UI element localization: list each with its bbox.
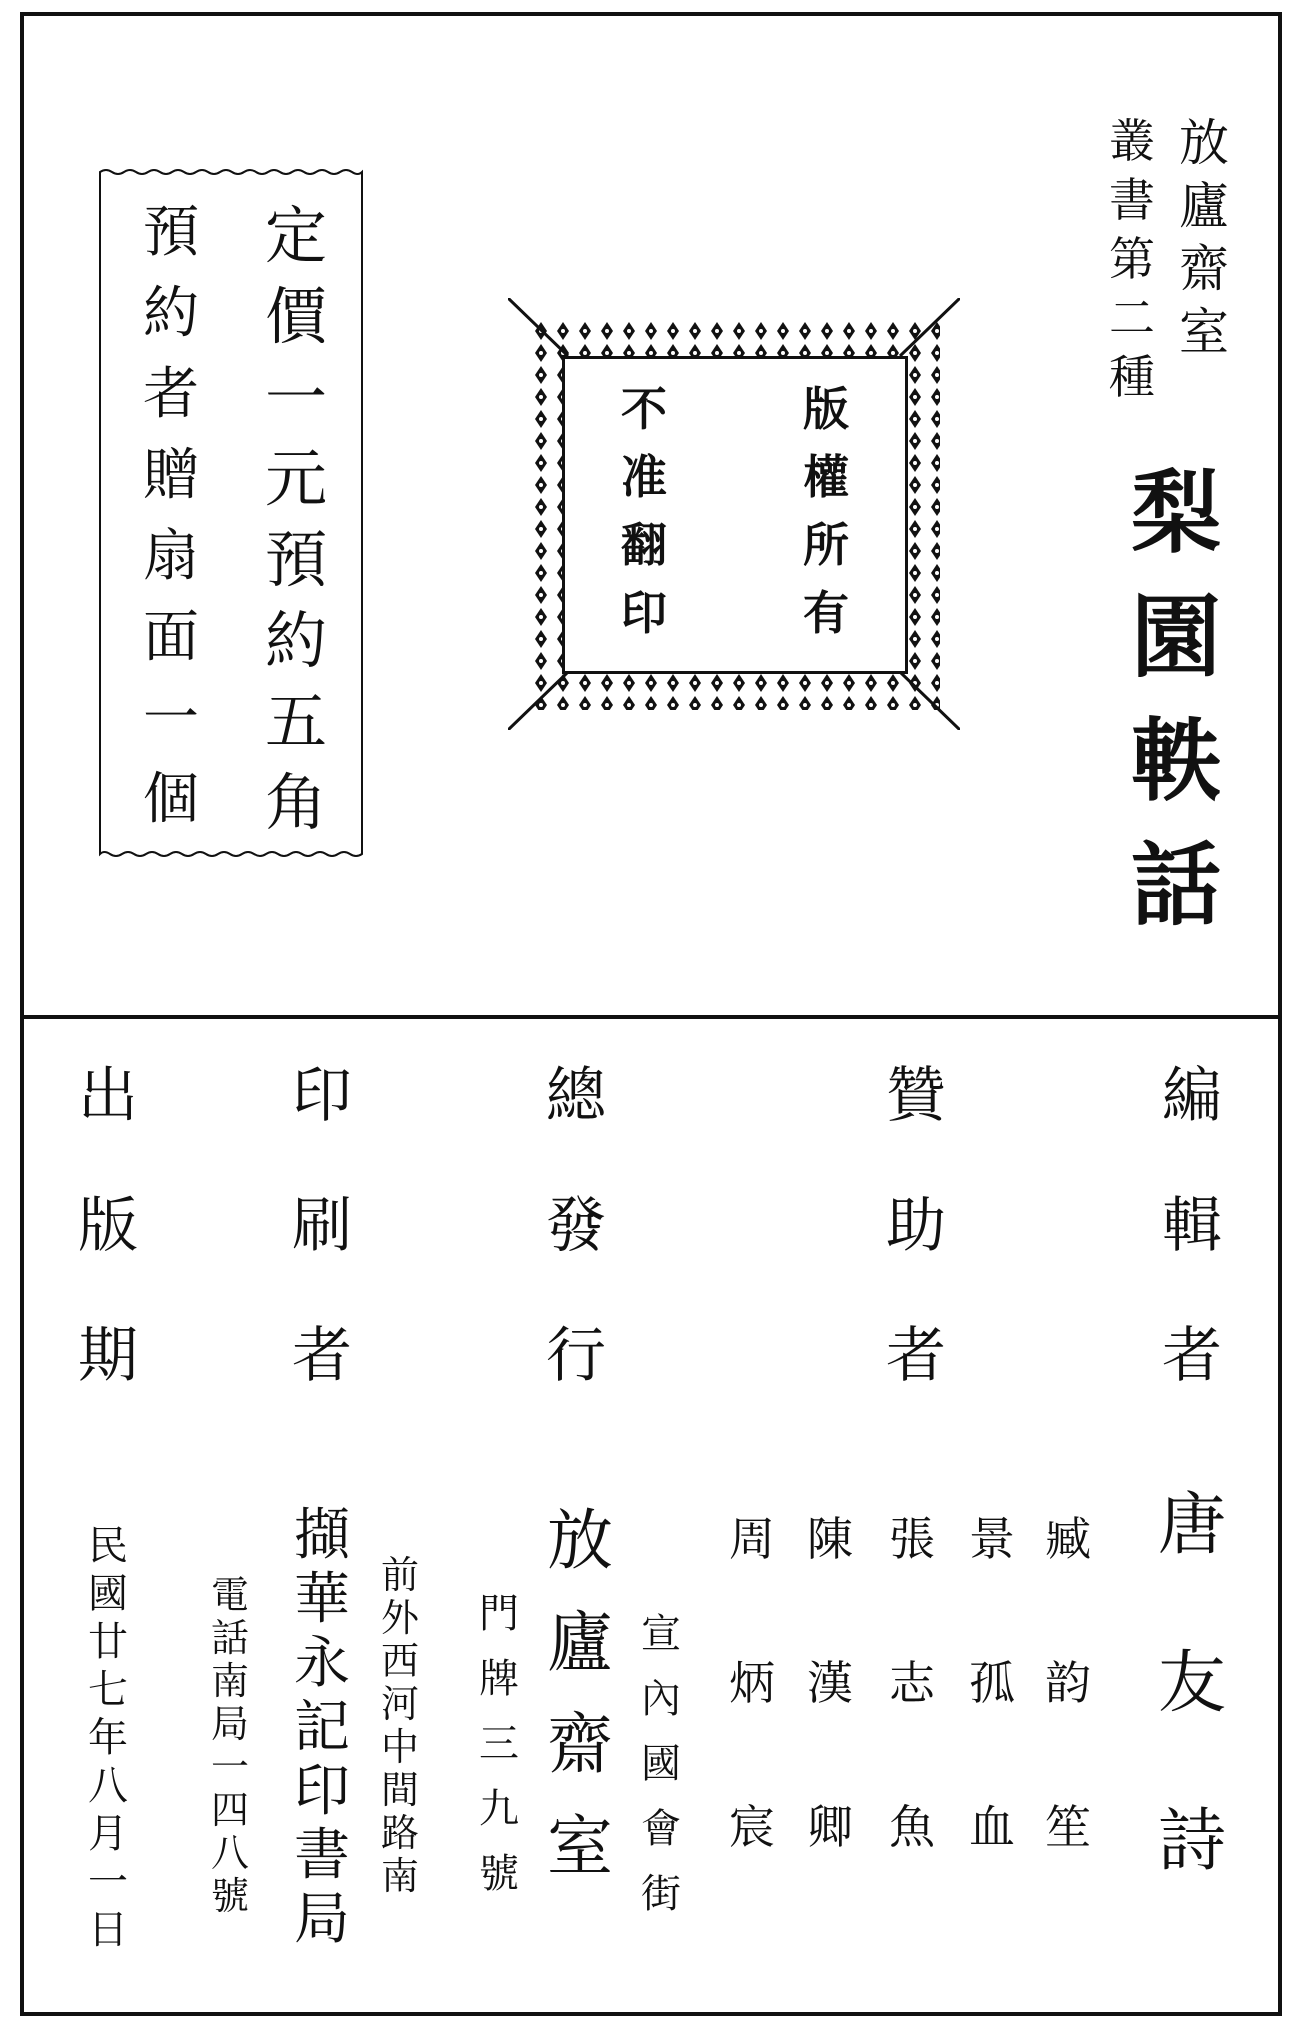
glyph: 笙 — [1045, 1800, 1091, 1854]
glyph: 八 — [88, 1763, 128, 1809]
glyph: 友 — [1157, 1644, 1226, 1723]
glyph: 會 — [641, 1806, 681, 1852]
glyph: 周 — [729, 1512, 775, 1566]
glyph: 漢 — [807, 1656, 853, 1710]
glyph: 預 — [143, 200, 199, 265]
sponsor-name-2 — [964, 1512, 1020, 1854]
glyph: 永 — [294, 1631, 350, 1696]
glyph: 贈 — [143, 443, 199, 508]
glyph: 外 — [380, 1596, 419, 1640]
glyph: 贊 — [886, 1061, 946, 1131]
glyph: 期 — [78, 1321, 138, 1391]
glyph: 記 — [294, 1695, 350, 1760]
glyph: 門 — [479, 1591, 519, 1637]
glyph: 面 — [143, 605, 199, 670]
series-line-2 — [1104, 114, 1160, 404]
glyph: 不 — [621, 382, 667, 436]
glyph: 印 — [621, 586, 667, 640]
printer-phone — [206, 1573, 254, 1918]
printer-label — [282, 1061, 362, 1391]
glyph: 號 — [479, 1851, 519, 1897]
glyph: 九 — [479, 1786, 519, 1832]
glyph: 一 — [143, 686, 199, 751]
copyright-line-2 — [614, 382, 674, 640]
glyph: 局 — [210, 1702, 249, 1746]
glyph: 二 — [1109, 291, 1155, 345]
glyph: 民 — [88, 1523, 128, 1569]
distributor-label — [536, 1061, 616, 1391]
glyph: 編 — [1162, 1061, 1222, 1131]
glyph: 血 — [969, 1800, 1015, 1854]
glyph: 梨 — [1131, 460, 1221, 566]
glyph: 准 — [621, 450, 667, 504]
glyph: 張 — [889, 1512, 935, 1566]
glyph: 價 — [264, 280, 327, 353]
glyph: 者 — [292, 1321, 352, 1391]
sponsor-name-3 — [884, 1512, 940, 1854]
glyph: 園 — [1131, 584, 1221, 690]
printer-name — [286, 1503, 358, 1952]
editor-name — [1150, 1486, 1234, 1881]
glyph: 扇 — [143, 524, 199, 589]
publication-date — [82, 1523, 134, 1953]
glyph: 月 — [88, 1811, 128, 1857]
glyph: 廬 — [547, 1604, 613, 1681]
glyph: 齋 — [1179, 240, 1229, 298]
glyph: 權 — [803, 450, 849, 504]
glyph: 唐 — [1157, 1486, 1226, 1565]
glyph: 所 — [803, 518, 849, 572]
glyph: 南 — [210, 1659, 249, 1703]
glyph: 刷 — [292, 1191, 352, 1261]
section-divider — [20, 1015, 1282, 1019]
sponsor-name-1 — [1040, 1512, 1096, 1854]
glyph: 角 — [264, 766, 327, 839]
series-line-1 — [1174, 114, 1234, 361]
glyph: 者 — [143, 362, 199, 427]
glyph: 臧 — [1045, 1512, 1091, 1566]
glyph: 版 — [803, 382, 849, 436]
glyph: 三 — [479, 1721, 519, 1767]
price-line-2 — [136, 200, 206, 832]
glyph: 南 — [380, 1854, 419, 1898]
glyph: 宣 — [641, 1611, 681, 1657]
glyph: 放 — [547, 1502, 613, 1579]
glyph: 間 — [380, 1768, 419, 1812]
distributor-address-1 — [636, 1611, 686, 1917]
date-label — [68, 1061, 148, 1391]
glyph: 印 — [294, 1759, 350, 1824]
glyph: 印 — [292, 1061, 352, 1131]
distributor-name — [540, 1502, 620, 1885]
glyph: 志 — [889, 1656, 935, 1710]
glyph: 擷 — [294, 1503, 350, 1568]
glyph: 西 — [380, 1639, 419, 1683]
glyph: 軼 — [1131, 708, 1221, 814]
glyph: 放 — [1179, 114, 1229, 172]
glyph: 孤 — [969, 1656, 1015, 1710]
sponsor-name-5 — [724, 1512, 780, 1854]
glyph: 齋 — [547, 1706, 613, 1783]
glyph: 韵 — [1045, 1656, 1091, 1710]
glyph: 出 — [78, 1061, 138, 1131]
glyph: 內 — [641, 1676, 681, 1722]
glyph: 話 — [1131, 832, 1221, 938]
glyph: 室 — [1179, 303, 1229, 361]
glyph: 國 — [641, 1741, 681, 1787]
glyph: 室 — [547, 1808, 613, 1885]
glyph: 卿 — [807, 1800, 853, 1854]
glyph: 書 — [294, 1823, 350, 1888]
glyph: 路 — [380, 1811, 419, 1855]
glyph: 一 — [264, 361, 327, 434]
book-title — [1126, 460, 1226, 938]
glyph: 個 — [143, 767, 199, 832]
glyph: 詩 — [1157, 1802, 1226, 1881]
distributor-address-2 — [474, 1591, 524, 1897]
glyph: 版 — [78, 1191, 138, 1261]
glyph: 助 — [886, 1191, 946, 1261]
copyright-line-1 — [796, 382, 856, 640]
glyph: 號 — [210, 1874, 249, 1918]
glyph: 七 — [88, 1667, 128, 1713]
price-line-1 — [256, 199, 336, 839]
glyph: 約 — [143, 281, 199, 346]
glyph: 日 — [88, 1907, 128, 1953]
sponsors-label — [876, 1061, 956, 1391]
glyph: 年 — [88, 1715, 128, 1761]
glyph: 陳 — [807, 1512, 853, 1566]
glyph: 景 — [969, 1512, 1015, 1566]
editor-label — [1152, 1061, 1232, 1391]
glyph: 八 — [210, 1831, 249, 1875]
glyph: 魚 — [889, 1800, 935, 1854]
printer-address — [376, 1553, 424, 1898]
glyph: 書 — [1109, 173, 1155, 227]
glyph: 一 — [210, 1745, 249, 1789]
glyph: 輯 — [1162, 1191, 1222, 1261]
glyph: 定 — [264, 199, 327, 272]
glyph: 種 — [1109, 350, 1155, 404]
glyph: 翻 — [621, 518, 667, 572]
glyph: 廬 — [1179, 177, 1229, 235]
glyph: 元 — [264, 442, 327, 515]
glyph: 局 — [294, 1887, 350, 1952]
glyph: 話 — [210, 1616, 249, 1660]
glyph: 前 — [380, 1553, 419, 1597]
glyph: 有 — [803, 586, 849, 640]
glyph: 炳 — [729, 1656, 775, 1710]
glyph: 四 — [210, 1788, 249, 1832]
glyph: 一 — [88, 1859, 128, 1905]
glyph: 國 — [88, 1571, 128, 1617]
glyph: 街 — [641, 1871, 681, 1917]
glyph: 叢 — [1109, 114, 1155, 168]
glyph: 預 — [264, 523, 327, 596]
glyph: 廿 — [88, 1619, 128, 1665]
glyph: 五 — [264, 685, 327, 758]
sponsor-name-4 — [802, 1512, 858, 1854]
glyph: 發 — [546, 1191, 606, 1261]
glyph: 華 — [294, 1567, 350, 1632]
glyph: 河 — [380, 1682, 419, 1726]
glyph: 者 — [1162, 1321, 1222, 1391]
glyph: 者 — [886, 1321, 946, 1391]
glyph: 第 — [1109, 232, 1155, 286]
glyph: 牌 — [479, 1656, 519, 1702]
glyph: 宸 — [729, 1800, 775, 1854]
glyph: 電 — [210, 1573, 249, 1617]
glyph: 約 — [264, 604, 327, 677]
glyph: 中 — [380, 1725, 419, 1769]
glyph: 行 — [546, 1321, 606, 1391]
glyph: 總 — [546, 1061, 606, 1131]
